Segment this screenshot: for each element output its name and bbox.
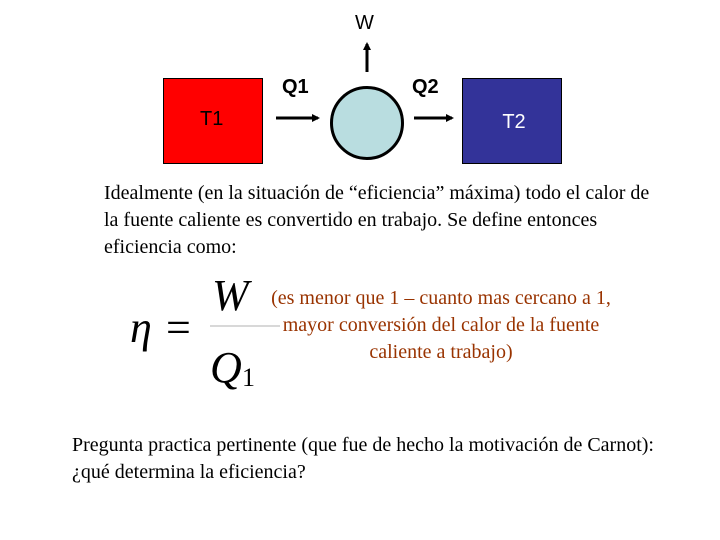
question-text: Pregunta practica pertinente (que fue de hecho la motivación de Carnot): ¿qué determina la eficiencia? bbox=[72, 434, 654, 483]
formula-numerator: W bbox=[212, 271, 249, 320]
formula-equals: = bbox=[166, 303, 191, 352]
cold-reservoir bbox=[462, 78, 562, 164]
formula-denominator: Q bbox=[210, 343, 242, 392]
heat-in-label: Q1 bbox=[282, 76, 309, 98]
heat-engine-circle bbox=[330, 86, 404, 160]
hot-reservoir bbox=[163, 78, 263, 164]
efficiency-formula bbox=[130, 270, 280, 400]
formula-eta: η bbox=[130, 303, 152, 352]
cold-reservoir-label: T2 bbox=[502, 110, 526, 133]
formula-subscript: 1 bbox=[242, 363, 255, 392]
heat-out-label: Q2 bbox=[412, 76, 439, 98]
explanation-text: Idealmente (en la situación de “eficiencia” máxima) todo el calor de la fuente caliente es convertido en trabajo. Se define entonces eficiencia como: bbox=[104, 182, 650, 258]
hot-reservoir-label: T1 bbox=[200, 107, 224, 130]
work-label: W bbox=[355, 12, 374, 34]
efficiency-note: (es menor que 1 – cuanto mas cercano a 1, mayor conversión del calor de la fuente caliente a trabajo) bbox=[271, 287, 611, 363]
